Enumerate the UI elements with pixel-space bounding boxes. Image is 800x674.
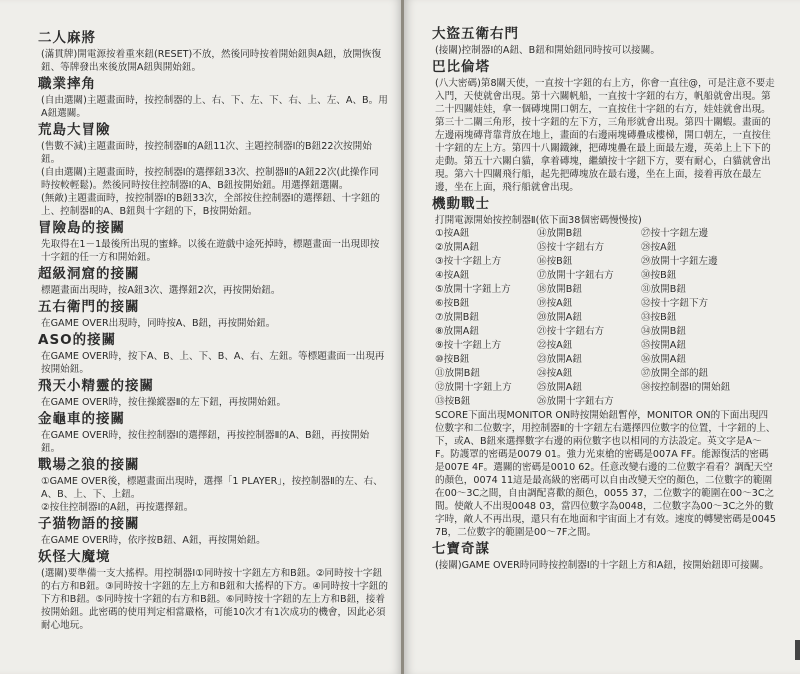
section-text: 在GAME OVER時，依序按B鈕、A鈕，再按開始鈕。	[41, 535, 266, 546]
code-item: ㉕放開A鈕	[537, 382, 582, 393]
code-item: ④按A鈕	[435, 270, 470, 281]
page-edge-mark	[795, 640, 800, 660]
code-item: ⑯按B鈕	[537, 256, 573, 267]
section-text: 在GAME OVER時，按住控制器Ⅰ的選擇鈕，再按控制器Ⅱ的A、B鈕，再按開始鈕。	[41, 430, 370, 454]
section-title: 荒島大冒險	[38, 122, 111, 138]
section-text: (自由選關)主題畫面時，按控制器Ⅰ的選擇鈕33次、控制器Ⅱ的A鈕22次(此操作同時按較輕鬆)。然後同時按住控制器Ⅰ的A、B鈕按開始鈕。用選擇鈕選關。	[41, 167, 379, 191]
code-item: ⑳放開A鈕	[537, 312, 582, 323]
section-text: (滿貫牌)開電源按着重來鈕(RESET)不放，然後同時按着開始鈕與A鈕，放開恢復鈕、等牌發出來後放開A鈕與開始鈕。	[41, 49, 382, 73]
section-text: (接關)GAME OVER時同時按控制器Ⅰ的十字鈕上方和A鈕，按開始鈕即可接關。	[435, 560, 769, 571]
code-item: ㉚按B鈕	[641, 270, 677, 281]
code-item: ⑱放開B鈕	[537, 284, 582, 295]
code-item: ㉙放開十字鈕左邊	[641, 256, 718, 267]
code-item: ㉒按A鈕	[537, 340, 573, 351]
code-item: ㊳按控制器Ⅰ的開始鈕	[641, 382, 731, 393]
code-item: ⑭放開B鈕	[537, 228, 582, 239]
section-text: 先取得在1－1最後所出現的蜜蜂。以後在遊戲中途死掉時，標題畫面一出現即按十字鈕的任一方和開始鈕。	[41, 239, 380, 263]
right-page	[404, 0, 800, 674]
code-item: ㉔按A鈕	[537, 368, 573, 379]
code-item: ⑪放開B鈕	[435, 368, 480, 379]
section-text: 在GAME OVER時，按住操縱器Ⅱ的左下鈕，再按開始鈕。	[41, 397, 287, 408]
code-item: ⑩按B鈕	[435, 354, 470, 365]
code-item: ㉖放開十字鈕右方	[537, 396, 614, 407]
section-title: 二人麻將	[38, 30, 96, 46]
code-item: ③按十字鈕上方	[435, 256, 502, 267]
section-title: 大盜五衛右門	[432, 26, 519, 42]
section-title: 子猫物語的接關	[38, 516, 140, 532]
code-item: ⑧放開A鈕	[435, 326, 479, 337]
code-item: ⑲按A鈕	[537, 298, 573, 309]
section-title: 超級洞窟的接關	[38, 266, 140, 282]
section-title: 冒險島的接關	[38, 220, 125, 236]
section-title: 七寶奇謀	[432, 541, 490, 557]
code-item: ㉜按十字鈕下方	[641, 298, 709, 309]
code-item: ㊱放開A鈕	[641, 354, 686, 365]
section-text: 標題畫面出現時，按A鈕3次、選擇鈕2次，再按開始鈕。	[41, 285, 281, 296]
code-item: ㉝按B鈕	[641, 312, 677, 323]
section-title: 妖怪大魔境	[38, 549, 111, 565]
section-title: 五右衛門的接關	[38, 299, 140, 315]
code-item: ⑦放開B鈕	[435, 312, 479, 323]
section-title: 巴比倫塔	[432, 59, 490, 75]
section-title: 機動戰士	[432, 196, 490, 212]
section-title: ASO的接關	[38, 332, 117, 348]
section-title: 職業摔角	[38, 76, 96, 92]
code-item: ㉟按開A鈕	[641, 340, 686, 351]
code-item: ⑥按B鈕	[435, 298, 470, 309]
section-text: 打開電源開始按控制器Ⅱ(依下面38個密碼慢慢按)	[435, 215, 642, 226]
section-text: (無敵)主題畫面時，按控制器Ⅰ的B鈕33次，全部按住控制器Ⅰ的選擇鈕、十字鈕的上、控制器Ⅱ的A、B鈕與十字鈕的下，B按開始鈕。	[41, 193, 380, 217]
section-text: 在GAME OVER出現時，同時按A、B鈕，再按開始鈕。	[41, 318, 276, 329]
code-item	[641, 395, 761, 409]
code-item: ㉗按十字鈕左邊	[641, 228, 709, 239]
code-item: ⑨按十字鈕上方	[435, 340, 502, 351]
code-item: ㉘按A鈕	[641, 242, 677, 253]
code-item: ⑬按B鈕	[435, 396, 471, 407]
section-text: (選關)要準備一支大搖桿。用控制器Ⅰ①同時按十字鈕左方和B鈕。②同時按十字鈕的右方和B鈕。③同時按十字鈕的左上方和B鈕和大搖桿的下方。④同時按十字鈕的下方和B鈕。⑤同時按十字鈕的右方和B鈕。⑥同時按十字鈕的左上方和B鈕，接着按開始鈕。此密碼的使用判定相當嚴格，可能10次才有1次成功的機會，因此必須耐心地玩。	[41, 568, 388, 631]
code-item: ㊲放開全部的鈕	[641, 368, 709, 379]
section-title: 金龜車的接關	[38, 411, 125, 427]
code-item: ⑰放開十字鈕右方	[537, 270, 614, 281]
code-item: ㉑按十字鈕右方	[537, 326, 605, 337]
code-item: ②放開A鈕	[435, 242, 479, 253]
section-title: 戰場之狼的接關	[38, 457, 140, 473]
section-text: (售數不減)主題畫面時，按控制器Ⅱ的A鈕11次、主題控制器Ⅰ的B鈕22次按開始鈕。	[41, 141, 372, 165]
section-title: 飛天小精靈的接關	[38, 378, 154, 394]
code-item: ㉞放開B鈕	[641, 326, 686, 337]
section-text: (接關)控制器Ⅰ的A鈕、B鈕和開始鈕同時按可以接關。	[435, 45, 660, 56]
code-item: ⑮按十字鈕右方	[537, 242, 605, 253]
code-list	[432, 227, 776, 409]
section-text: (八大密碼)第8關天使，一直按十字鈕的右上方，你會一直往@，可是注意不要走入門，天使就會出現。第十六關帆船，一直按十字鈕的右方，帆船就會出現。第二十四關娃娃，拿一個磚塊開口朝左，一直按住十字鈕的右方，娃娃就會出現。第三十二關三角形，按十字鈕的左下方，三角形就會出現。第四十關蝦。畫面的左邊兩塊磚背靠背放在地上，畫面的右邊兩塊磚疊成樓梯，開口朝左，一直按住十字鈕的左上方。第四十八關鐵鍊，把磚塊疊在最上面最左邊，英弟上上下下的走動。第五十六關白貓，拿着磚塊，繼續按十字鈕下方，要有耐心，白貓就會出現。第六十四關飛行船，起先把磚塊放在最右邊，坐在上面，接着再放在最左邊，坐在上面，飛行船就會出現。	[435, 78, 775, 193]
section-text: ①GAME OVER後，標題畫面出現時，選擇「1 PLAYER」，按控制器Ⅱ的左、右、A、B、上、下、上鈕。	[41, 476, 383, 500]
code-item: ⑫放開十字鈕上方	[435, 382, 512, 393]
section-text: SCORE下面出現MONITOR ON時按開始鈕暫停，MONITOR ON的下面出現四位數字和二位數字，用控制器Ⅱ的十字鈕左右選擇四位數字的位置，十字鈕的上、下，或A、B鈕來選擇數字右邊的兩位數字也以相同的方法設定。英文字是A～F。防護罩的密碼是0079 01。強力光束槍的密碼是007A FF。能源復活的密碼是007E 4F。選關的密碼是0010 62。任意改變右邊的二位數字看看？調配天空的顏色，0074 11這是最高級的密碼可以自由改變天空的顏色，二位數字的範圍在00～3C之間，自由調配喜歡的顏色，0055 37，二位數字的範圍在00～3C之間。使敵人不出現0048 03，當四位數字為0048，二位數字為00～3C之外的數字時，敵人不再出現，還只有在地面和宇宙面上才有效。速度的轉變密碼是0045 7B，二位數字的範圍是00～7F之間。	[435, 410, 777, 538]
section-text: 在GAME OVER時，按下A、B、上、下、B、A、右、左鈕。等標題畫面一出現再按開始鈕。	[41, 351, 385, 375]
code-item: ㉛放開B鈕	[641, 284, 686, 295]
code-item: ㉓放開A鈕	[537, 354, 582, 365]
code-item: ⑤放開十字鈕上方	[435, 284, 511, 295]
section-text: (自由選關)主題畫面時，按控制器的上、右、下、左、下、右、上、左、A、B。用A鈕選關。	[41, 95, 388, 119]
code-item: ①按A鈕	[435, 228, 470, 239]
section-text: ②按住控制器Ⅰ的A鈕，再按選擇鈕。	[41, 502, 194, 513]
